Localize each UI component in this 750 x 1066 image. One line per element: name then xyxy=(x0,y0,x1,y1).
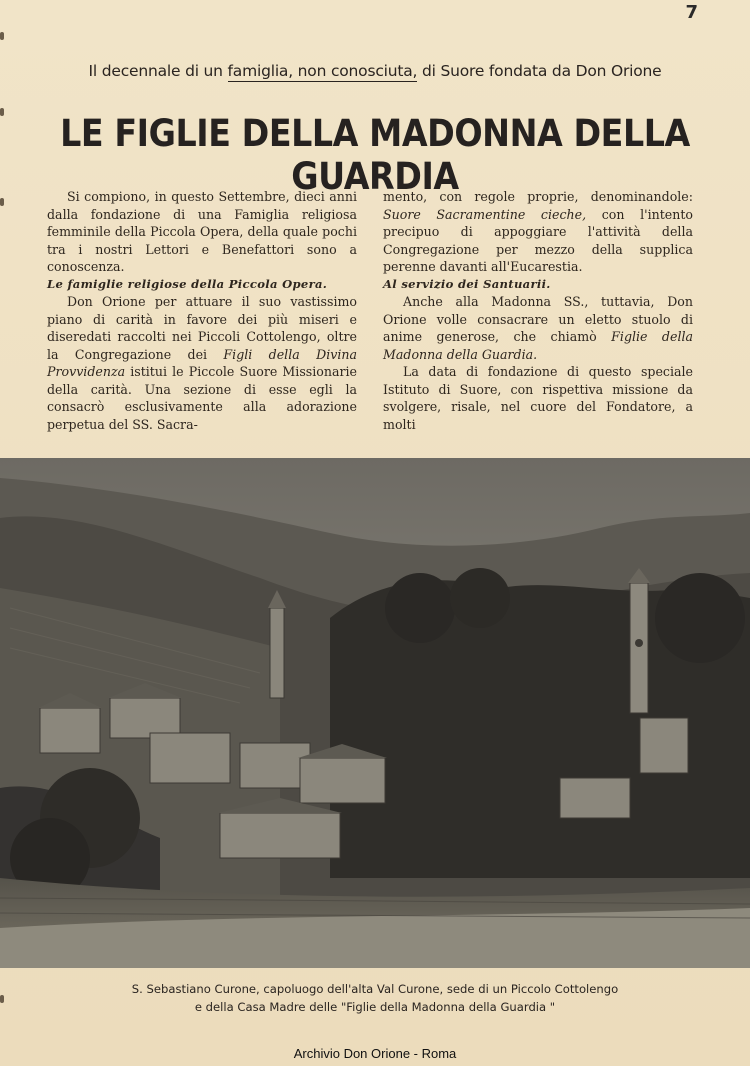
section-heading-sanctuaries: Al servizio dei Santuarii. xyxy=(383,276,551,291)
article-kicker xyxy=(0,62,750,80)
kicker-text-end: di Suore fondata da Don Orione xyxy=(417,62,662,80)
photo-caption xyxy=(0,980,750,1016)
kicker-underlined-text: famiglia, non conosciuta, xyxy=(227,62,418,80)
village-photograph xyxy=(0,458,750,968)
paragraph-madonna: Anche alla Madonna SS., tuttavia, Don Orione volle consacrare un eletto stuolo di anime generose, che chiamò Figlie della Madonna della Guardia. xyxy=(383,294,694,362)
page-number: 7 xyxy=(685,2,698,23)
text-column-left xyxy=(47,188,357,433)
paragraph-sacramentine: mento, con regole proprie, denominandole: Suore Sacramentine cieche, con l'intento precipuo di appoggiare l'attività della Congregazione per mezzo della supplica perenne davanti all'Eucarestia. xyxy=(383,189,693,274)
text-column-right xyxy=(383,188,693,433)
section-heading-families: Le famiglie religiose della Piccola Opera. xyxy=(47,276,328,291)
paragraph-don-orione: Don Orione per attuare il suo vastissimo piano di carità in favore dei più miseri e diseredati raccolti nei Piccoli Cottolengo, oltre la Congregazione dei Figli della Divina Provvidenza istitui le Piccole Suore Missionarie della carità. Una sezione di esse egli la consacrò esclusivamente alla adorazione perpetua del SS. Sacra- xyxy=(47,294,357,432)
article-headline: LE FIGLIE DELLA MADONNA DELLA GUARDIA xyxy=(60,112,690,198)
archive-footer: Archivio Don Orione - Roma xyxy=(293,1046,457,1061)
caption-line-1: S. Sebastiano Curone, capoluogo dell'alta Val Curone, sede di un Piccolo Cottolengo xyxy=(131,982,619,996)
kicker-text-start: Il decennale di un xyxy=(88,62,228,80)
paragraph-founding-date: La data di fondazione di questo speciale Istituto di Suore, con rispettiva missione da svolgere, risale, nel cuore del Fondatore, a molti xyxy=(383,364,693,432)
paragraph-intro: Si compiono, in questo Settembre, dieci anni dalla fondazione di una Famiglia religiosa femminile della Piccola Opera, della quale pochi tra i nostri Lettori e Benefattori sono a conoscenza. xyxy=(47,189,357,274)
caption-line-2: e della Casa Madre delle "Figlie della Madonna della Guardia " xyxy=(194,1000,556,1014)
